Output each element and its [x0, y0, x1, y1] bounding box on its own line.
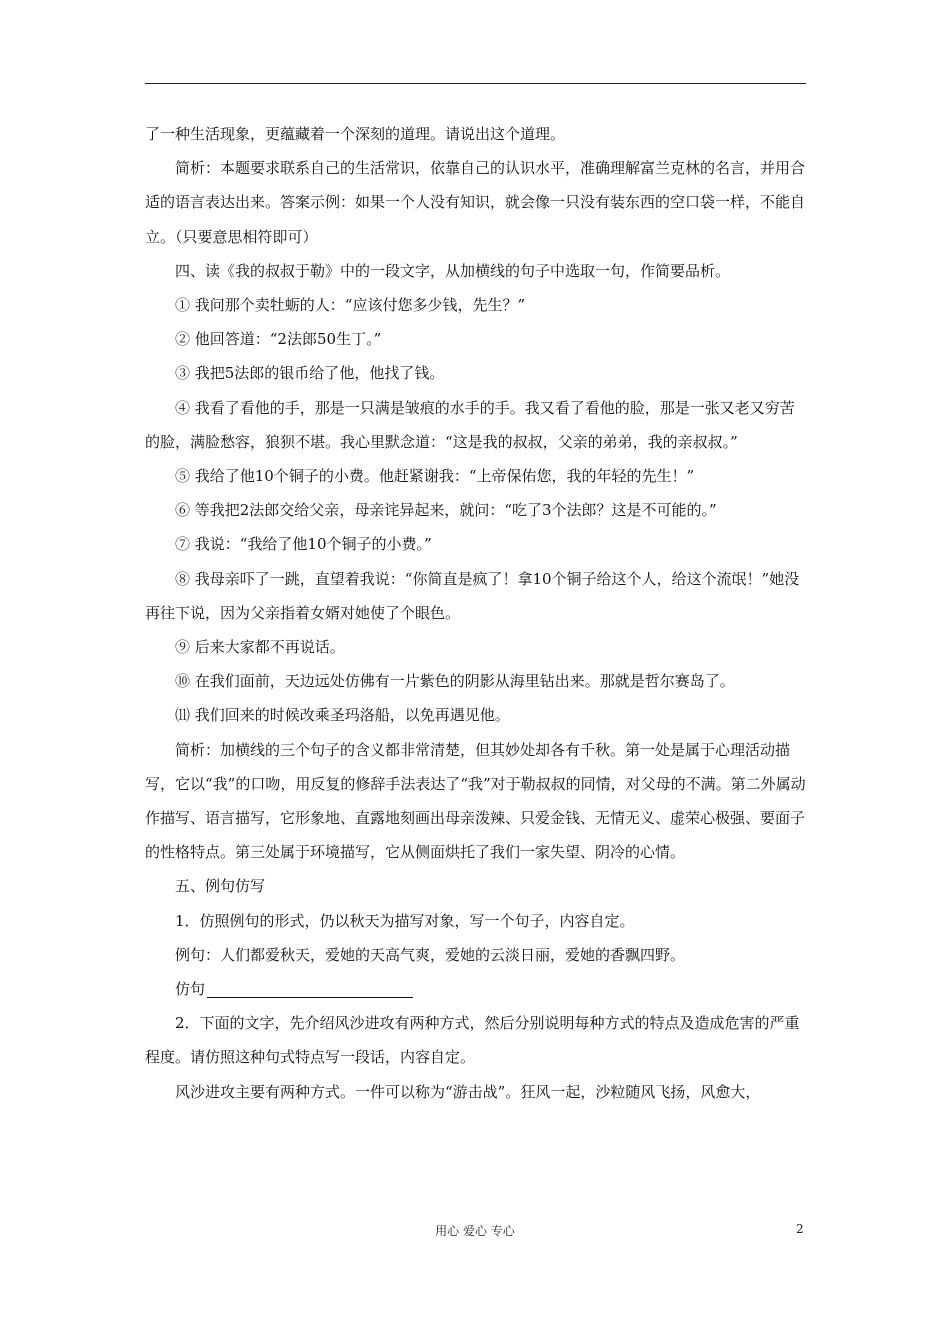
exercise-1: 1．仿照例句的形式，仍以秋天为描写对象，写一个句子，内容自定。: [175, 911, 635, 930]
section-heading-4: 四、读《我的叔叔于勒》中的一段文字，从加横线的句子中选取一句，作简要品析。: [175, 261, 731, 280]
analysis-paragraph: 简析：本题要求联系自己的生活常识，依靠自己的认识水平，准确理解富兰克林的名言，并用合适的语言表达出来。答案示例：如果一个人没有知识，就会像一只没有装东西的空口袋一样，不能自立。（只要意思相符即可）: [145, 159, 806, 246]
paragraph: 了一种生活现象，更蕴藏着一个深刻的道理。请说出这个道理。: [145, 125, 566, 143]
example-sentence: 例句：人们都爱秋天，爱她的天高气爽，爱她的云淡日丽，爱她的香飘四野。: [175, 945, 686, 964]
numbered-sentence-4: ④ 我看了看他的手，那是一只满是皱痕的水手的手。我又看了看他的脸，那是一张又老又穷苦的脸，满脸愁容，狼狈不堪。我心里默念道：“这是我的叔叔，父亲的弟弟，我的亲叔叔。”: [145, 398, 795, 451]
numbered-sentence-8: ⑧ 我母亲吓了一跳，直望着我说：“你简直是疯了！拿10个铜子给这个人，给这个流氓！”她没再往下说，因为父亲指着女婿对她使了个眼色。: [145, 569, 800, 622]
numbered-sentence-6: ⑥ 等我把2法郎交给父亲，母亲诧异起来，就问：“吃了3个法郎？这是不可能的。”: [175, 501, 717, 520]
numbered-sentence-10: ⑩ 在我们面前，天边远处仿佛有一片紫色的阴影从海里钻出来。那就是哲尔赛岛了。: [175, 672, 735, 691]
page-number: 2: [796, 1222, 804, 1236]
imitation-line: [145, 972, 807, 1006]
numbered-sentence-11: ⑾ 我们回来的时候改乘圣玛洛船，以免再遇见他。: [175, 706, 510, 725]
numbered-sentence-1: ① 我问那个卖牡蛎的人：“应该付您多少钱，先生？”: [175, 296, 526, 315]
numbered-sentence-9: ⑨ 后来大家都不再说话。: [175, 638, 345, 657]
analysis-paragraph: 简析：加横线的三个句子的含义都非常清楚，但其妙处却各有千秋。第一处是属于心理活动描写，它以“我”的口吻，用反复的修辞手法表达了“我”对于勒叔叔的同情，对父母的不满。第二外属动作描写、语言描写，它形象地、直露地刻画出母亲泼辣、只爱金钱、无情无义、虚荣心极强、要面子的性格特点。第三处属于环境描写，它从侧面烘托了我们一家失望、阴冷的心情。: [145, 740, 806, 862]
numbered-sentence-7: ⑦ 我说：“我给了他10个铜子的小费。”: [175, 535, 432, 554]
header-rule: [145, 83, 806, 84]
passage-text: 风沙进攻主要有两种方式。一件可以称为“游击战”。狂风一起，沙粒随风飞扬，风愈大，: [175, 1082, 761, 1101]
numbered-sentence-2: ② 他回答道：“2法郎50生丁。”: [175, 330, 382, 349]
document-body: [145, 117, 807, 1109]
page-footer: 用心 爱心 专心: [435, 1224, 515, 1238]
numbered-sentence-5: ⑤ 我给了他10个铜子的小费。他赶紧谢我：“上帝保佑您，我的年轻的先生！”: [175, 467, 695, 486]
section-heading-5: 五、例句仿写: [175, 877, 266, 896]
answer-blank[interactable]: [207, 979, 413, 998]
exercise-2: 2．下面的文字，先介绍风沙进攻有两种方式，然后分别说明每种方式的特点及造成危害的严重程度。请仿照这种句式特点写一段话，内容自定。: [145, 1014, 800, 1067]
numbered-sentence-3: ③ 我把5法郎的银币给了他，他找了钱。: [175, 364, 445, 383]
imitation-label: 仿句: [175, 980, 206, 999]
